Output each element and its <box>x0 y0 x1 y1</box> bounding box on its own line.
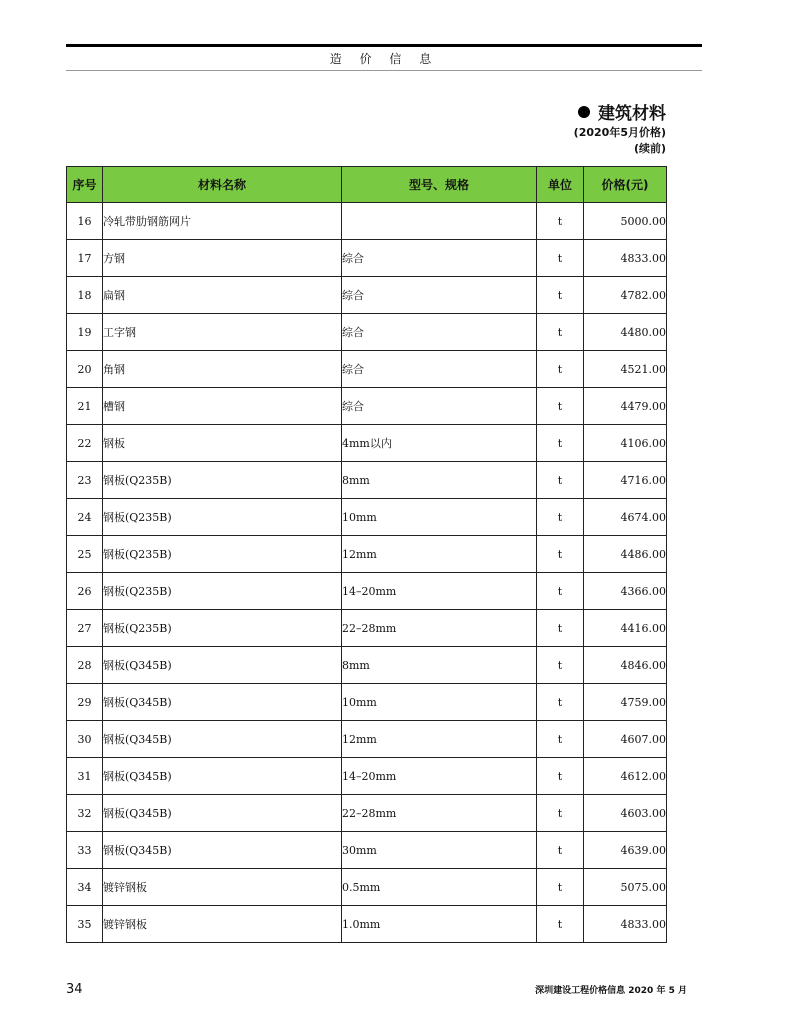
cell-price: 4833.00 <box>584 906 667 943</box>
table-row <box>67 647 667 684</box>
top-rule <box>66 44 702 47</box>
cell-name: 钢板(Q345B) <box>103 758 342 795</box>
cell-no: 16 <box>67 203 103 240</box>
cell-unit: t <box>537 721 584 758</box>
cell-unit: t <box>537 610 584 647</box>
table-row <box>67 832 667 869</box>
cell-unit: t <box>537 351 584 388</box>
table-row <box>67 906 667 943</box>
cell-unit: t <box>537 203 584 240</box>
cell-unit: t <box>537 758 584 795</box>
continued-label: (续前) <box>633 142 666 155</box>
cell-unit: t <box>537 277 584 314</box>
cell-unit: t <box>537 314 584 351</box>
cell-name: 钢板(Q235B) <box>103 536 342 573</box>
table-row <box>67 203 667 240</box>
table-row <box>67 869 667 906</box>
table-row <box>67 499 667 536</box>
cell-price: 4416.00 <box>584 610 667 647</box>
cell-name: 钢板(Q345B) <box>103 795 342 832</box>
cell-unit: t <box>537 388 584 425</box>
cell-price: 4716.00 <box>584 462 667 499</box>
table-row <box>67 684 667 721</box>
cell-no: 32 <box>67 795 103 832</box>
cell-spec: 综合 <box>342 314 537 351</box>
cell-no: 26 <box>67 573 103 610</box>
cell-unit: t <box>537 462 584 499</box>
table-row <box>67 388 667 425</box>
cell-name: 钢板(Q235B) <box>103 499 342 536</box>
cell-price: 4759.00 <box>584 684 667 721</box>
cell-price: 4612.00 <box>584 758 667 795</box>
cell-spec: 22–28mm <box>342 610 537 647</box>
cell-unit: t <box>537 647 584 684</box>
section-subtitle: (2020年5月价格) <box>573 126 666 139</box>
table-row <box>67 240 667 277</box>
cell-name: 冷轧带肋钢筋网片 <box>103 203 342 240</box>
cell-spec: 综合 <box>342 388 537 425</box>
cell-spec: 综合 <box>342 351 537 388</box>
col-header-unit: 单位 <box>537 167 584 203</box>
cell-name: 镀锌钢板 <box>103 906 342 943</box>
cell-no: 21 <box>67 388 103 425</box>
cell-name: 钢板(Q345B) <box>103 832 342 869</box>
table-row <box>67 795 667 832</box>
table-row <box>67 758 667 795</box>
section-heading <box>578 99 666 124</box>
table-row <box>67 721 667 758</box>
cell-name: 钢板(Q345B) <box>103 684 342 721</box>
cell-spec: 综合 <box>342 240 537 277</box>
cell-spec <box>342 203 537 240</box>
cell-spec: 12mm <box>342 536 537 573</box>
table-header-row <box>67 167 667 203</box>
cell-unit: t <box>537 869 584 906</box>
cell-price: 4603.00 <box>584 795 667 832</box>
cell-no: 27 <box>67 610 103 647</box>
cell-name: 扁钢 <box>103 277 342 314</box>
cell-price: 4480.00 <box>584 314 667 351</box>
table-row <box>67 351 667 388</box>
cell-price: 4521.00 <box>584 351 667 388</box>
cell-price: 4479.00 <box>584 388 667 425</box>
cell-spec: 4mm以内 <box>342 425 537 462</box>
price-table <box>66 166 667 943</box>
cell-spec: 12mm <box>342 721 537 758</box>
cell-spec: 14–20mm <box>342 758 537 795</box>
col-header-spec: 型号、规格 <box>342 167 537 203</box>
running-header: 造 价 信 息 <box>329 52 439 66</box>
cell-spec: 10mm <box>342 684 537 721</box>
cell-no: 33 <box>67 832 103 869</box>
cell-price: 4486.00 <box>584 536 667 573</box>
cell-unit: t <box>537 684 584 721</box>
cell-name: 槽钢 <box>103 388 342 425</box>
table-body <box>67 203 667 943</box>
page-number: 34 <box>66 982 83 997</box>
cell-unit: t <box>537 240 584 277</box>
cell-price: 4782.00 <box>584 277 667 314</box>
cell-price: 4639.00 <box>584 832 667 869</box>
cell-no: 28 <box>67 647 103 684</box>
cell-name: 钢板 <box>103 425 342 462</box>
cell-no: 19 <box>67 314 103 351</box>
cell-spec: 22–28mm <box>342 795 537 832</box>
cell-spec: 0.5mm <box>342 869 537 906</box>
col-header-name: 材料名称 <box>103 167 342 203</box>
cell-name: 钢板(Q345B) <box>103 647 342 684</box>
table-row <box>67 573 667 610</box>
col-header-no: 序号 <box>67 167 103 203</box>
cell-no: 25 <box>67 536 103 573</box>
cell-no: 18 <box>67 277 103 314</box>
cell-no: 29 <box>67 684 103 721</box>
cell-no: 17 <box>67 240 103 277</box>
cell-spec: 10mm <box>342 499 537 536</box>
col-header-price: 价格(元) <box>584 167 667 203</box>
publication-footer: 深圳建设工程价格信息 2020 年 5 月 <box>535 986 687 996</box>
cell-no: 30 <box>67 721 103 758</box>
cell-name: 工字钢 <box>103 314 342 351</box>
cell-no: 34 <box>67 869 103 906</box>
cell-unit: t <box>537 795 584 832</box>
cell-no: 20 <box>67 351 103 388</box>
cell-name: 钢板(Q235B) <box>103 610 342 647</box>
cell-unit: t <box>537 573 584 610</box>
cell-no: 24 <box>67 499 103 536</box>
table-header <box>67 167 667 203</box>
cell-name: 角钢 <box>103 351 342 388</box>
cell-spec: 1.0mm <box>342 906 537 943</box>
cell-unit: t <box>537 832 584 869</box>
cell-spec: 30mm <box>342 832 537 869</box>
cell-name: 钢板(Q235B) <box>103 573 342 610</box>
cell-unit: t <box>537 536 584 573</box>
cell-spec: 14–20mm <box>342 573 537 610</box>
cell-name: 钢板(Q235B) <box>103 462 342 499</box>
section-title: 建筑材料 <box>598 104 666 124</box>
cell-no: 22 <box>67 425 103 462</box>
header-divider <box>66 70 702 71</box>
cell-no: 35 <box>67 906 103 943</box>
cell-no: 23 <box>67 462 103 499</box>
table-row <box>67 610 667 647</box>
cell-no: 31 <box>67 758 103 795</box>
cell-spec: 8mm <box>342 462 537 499</box>
table-row <box>67 536 667 573</box>
cell-price: 4607.00 <box>584 721 667 758</box>
table-row <box>67 462 667 499</box>
cell-price: 4674.00 <box>584 499 667 536</box>
bullet-dot-icon <box>578 106 590 118</box>
cell-price: 4833.00 <box>584 240 667 277</box>
cell-name: 方钢 <box>103 240 342 277</box>
cell-unit: t <box>537 499 584 536</box>
table-row <box>67 314 667 351</box>
table-row <box>67 277 667 314</box>
cell-unit: t <box>537 425 584 462</box>
cell-name: 镀锌钢板 <box>103 869 342 906</box>
cell-price: 5000.00 <box>584 203 667 240</box>
cell-price: 5075.00 <box>584 869 667 906</box>
cell-price: 4366.00 <box>584 573 667 610</box>
cell-spec: 综合 <box>342 277 537 314</box>
cell-spec: 8mm <box>342 647 537 684</box>
cell-name: 钢板(Q345B) <box>103 721 342 758</box>
cell-unit: t <box>537 906 584 943</box>
cell-price: 4106.00 <box>584 425 667 462</box>
table-row <box>67 425 667 462</box>
cell-price: 4846.00 <box>584 647 667 684</box>
